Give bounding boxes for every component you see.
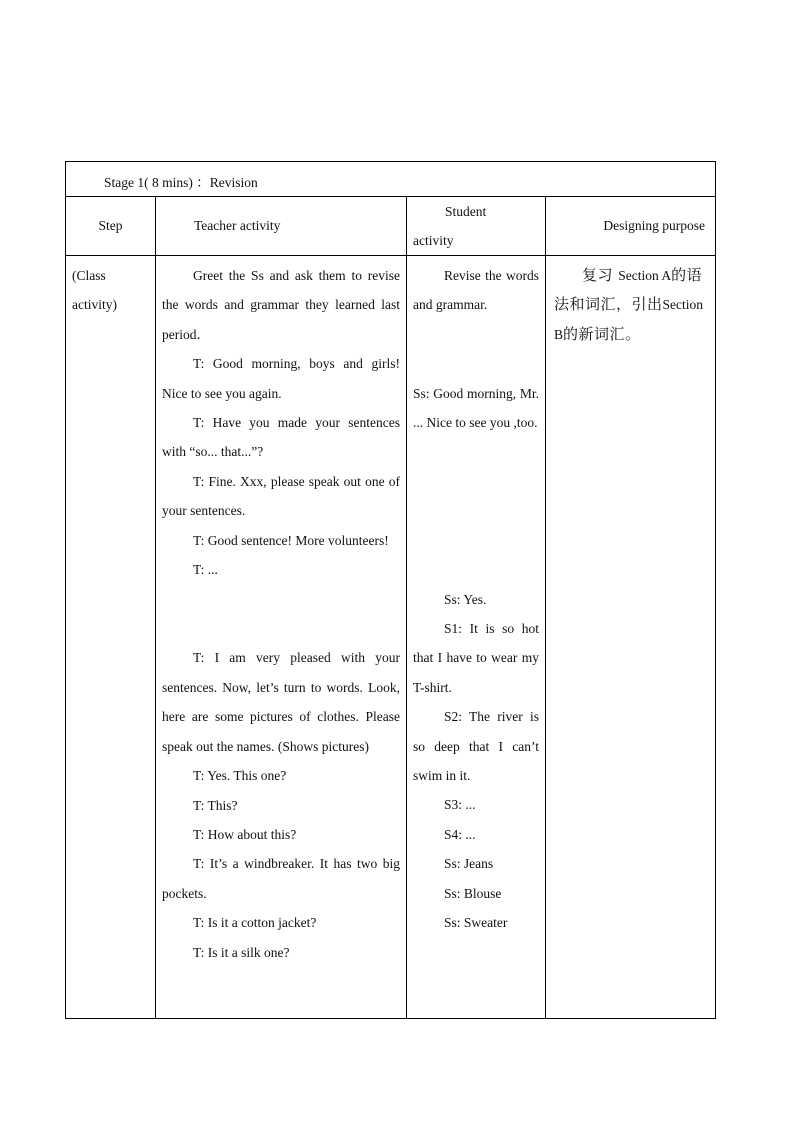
purpose-section-b: Section B [554, 297, 704, 342]
student-line: S3: ... [444, 797, 476, 813]
teacher-line: T: I am very pleased with your sentences. Now, let’s turn to words. Look, here are some pictures of clothes. Please speak out the names. (Shows pictures) [162, 650, 400, 754]
student-line: Ss: Jeans [444, 856, 494, 872]
header-student-line2: activity [413, 233, 454, 248]
header-student-activity [407, 197, 546, 256]
stage-row [66, 162, 716, 197]
student-line: S2: The river is so deep that I can’t swim in it. [413, 709, 539, 784]
teacher-line: T: Good morning, boys and girls! Nice to see you again. [162, 356, 400, 401]
teacher-line: T: Is it a silk one? [193, 944, 290, 960]
student-line: Ss: Blouse [444, 885, 502, 901]
designing-purpose-text [546, 256, 715, 349]
content-row [66, 256, 716, 1019]
teacher-line: T: Yes. This one? [193, 768, 287, 784]
step-line1: (Class [72, 268, 106, 283]
step-cell [66, 256, 156, 1019]
teacher-line: T: Fine. Xxx, please speak out one of your sentences. [162, 473, 400, 519]
purpose-section-a: Section A [618, 268, 672, 283]
student-line: Ss: Sweater [444, 915, 508, 931]
teacher-line: T: ... [193, 562, 218, 578]
student-line: Ss: Good morning, Mr. ... Nice to see you ,too. [413, 385, 539, 431]
student-line: Ss: Yes. [444, 591, 487, 607]
header-row [66, 197, 716, 256]
teacher-line: T: It’s a windbreaker. It has two big pockets. [162, 856, 400, 901]
purpose-text-1: 复习 [582, 266, 614, 284]
teacher-line: T: This? [193, 797, 238, 813]
teacher-line: T: Good sentence! More volunteers! [193, 532, 389, 548]
teacher-line: T: Have you made your sentences with “so... that...”? [162, 415, 400, 460]
student-line: Revise the words and grammar. [413, 268, 539, 313]
stage-title: Stage 1( 8 mins) ：Revision [66, 162, 716, 197]
purpose-text-2: 的语法和词汇，引出 [554, 266, 703, 314]
teacher-line: T: How about this? [193, 826, 297, 842]
step-line2: activity) [72, 297, 117, 313]
teacher-activity-cell [156, 256, 407, 1019]
header-teacher-activity: Teacher activity [156, 197, 407, 256]
lesson-plan-table [65, 161, 716, 1019]
header-student-line1: Student [445, 204, 487, 219]
header-step: Step [66, 197, 156, 256]
designing-purpose-cell [546, 256, 716, 1019]
student-activity-cell [407, 256, 546, 1019]
student-line: S1: It is so hot that I have to wear my T-shirt. [413, 621, 539, 695]
student-line: S4: ... [444, 826, 476, 842]
teacher-line: T: Is it a cotton jacket? [193, 915, 317, 931]
purpose-text-3: 的新词汇。 [563, 324, 641, 343]
header-designing-purpose: Designing purpose [546, 197, 716, 256]
teacher-line: Greet the Ss and ask them to revise the words and grammar they learned last period． [162, 268, 400, 342]
